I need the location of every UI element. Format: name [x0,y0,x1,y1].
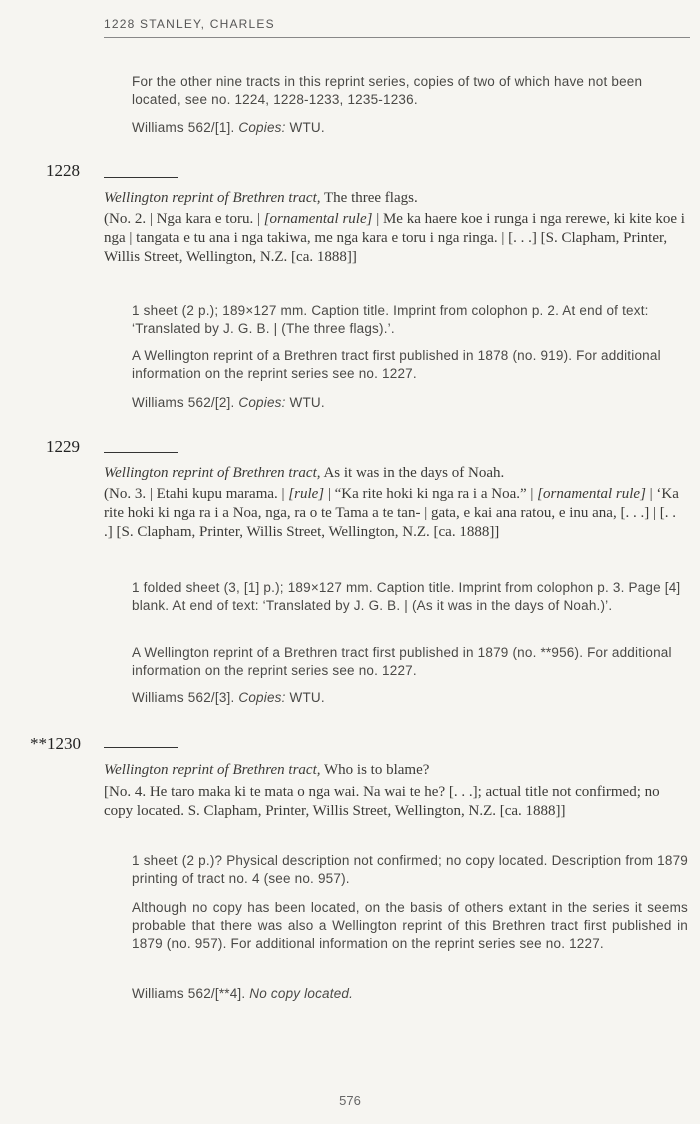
transcription-part: | “Ka rite hoki ki nga ra i a Noa.” | [324,486,538,502]
copies-label: Copies: [238,690,286,705]
title-text: As it was in the days of Noah. [323,465,505,481]
running-head: 1228 STANLEY, CHARLES [104,17,275,31]
entry-note: A Wellington reprint of a Brethren tract first published in 1878 (no. 919). For additional information on the reprint series see no. 1227. [132,348,661,381]
intro-williams [132,119,690,137]
header-rule [104,37,690,38]
transcription-part: | Me ka haere koe i runga i nga rerewe, ki kite koe i nga | tangata e tu ana i nga takiwa, me nga kara e toru i nga ringa. | [. . .] [S. Clapham, Printer, Willis Street, Wellington, N.Z. [ca. 1888]] [104,211,685,265]
entry-williams [132,689,688,707]
transcription-part: (No. 2. | Nga kara e toru. | [104,211,264,227]
transcription-part: (No. 3. | Etahi kupu marama. | [104,486,289,502]
williams-ref: Williams 562/[**4]. [132,986,246,1001]
copies-value: WTU. [289,120,325,135]
williams-ref: Williams 562/[1]. [132,120,235,135]
entry-note: A Wellington reprint of a Brethren tract first published in 1879 (no. **956). For additional information on the reprint series see no. 1227. [132,645,672,678]
page-number: 576 [339,1093,361,1108]
entry-number: **1230 [30,734,81,753]
entry-title [104,189,688,208]
transcription-part: | ‘Ka rite hoki ki nga ra i a Noa, nga, ra o te Tama a te tan- | gata, e kai ana ratou, e inu ana, [. . .] | [. . .] [S. Clapham, Printer, Willis Street, Wellington, N.Z. [ca. 1888]] [104,486,679,540]
copies-label: No copy located. [249,986,354,1001]
entry-dash [104,452,178,453]
entry-transcription [104,485,688,542]
copies-label: Copies: [238,120,286,135]
entry-number: 1228 [46,161,80,180]
transcription-rule: [ornamental rule] [263,211,373,227]
williams-ref: Williams 562/[2]. [132,395,235,410]
intro-paragraph: For the other nine tracts in this reprint series, copies of two of which have not been located, see no. 1224, 1228-1233, 1235-1236. [132,74,643,107]
copies-value: WTU. [289,395,325,410]
transcription-rule: [ornamental rule] [537,486,646,502]
entry-transcription [104,210,688,267]
title-text: Who is to blame? [324,762,430,778]
title-text: The three flags. [324,190,418,206]
entry-physical: 1 sheet (2 p.); 189×127 mm. Caption title. Imprint from colophon p. 2. At end of text: ‘Translated by J. G. B. | (The three flags).’. [132,303,649,336]
entry-dash [104,747,178,748]
entry-title [104,761,688,780]
transcription-rule: [rule] [288,486,325,502]
entry-title [104,464,688,483]
series-title: Wellington reprint of Brethren tract, [104,190,321,206]
entry-transcription: [No. 4. He taro maka ki te mata o nga wai. Na wai te he? [. . .]; actual title not confirmed; no copy located. S. Clapham, Printer, Willis Street, Wellington, N.Z. [ca. 1888]] [104,784,660,819]
entry-williams [132,985,688,1003]
entry-williams [132,394,688,412]
entry-number: 1229 [46,437,80,456]
entry-physical: 1 folded sheet (3, [1] p.); 189×127 mm. Caption title. Imprint from colophon p. 3. Page [4] blank. At end of text: ‘Translated by J. G. B. | (As it was in the days of Noah.)’. [132,580,681,613]
series-title: Wellington reprint of Brethren tract, [104,762,321,778]
entry-note: Although no copy has been located, on the basis of others extant in the series it seems probable that there was also a Wellington reprint of this Brethren tract first published in 1879 (no. 957). For additional information on the reprint series see no. 1227. [132,900,688,951]
entry-dash [104,177,178,178]
entry-physical: 1 sheet (2 p.)? Physical description not confirmed; no copy located. Description from 1879 printing of tract no. 4 (see no. 957). [132,853,688,886]
williams-ref: Williams 562/[3]. [132,690,235,705]
series-title: Wellington reprint of Brethren tract, [104,465,321,481]
copies-label: Copies: [238,395,286,410]
copies-value: WTU. [289,690,325,705]
